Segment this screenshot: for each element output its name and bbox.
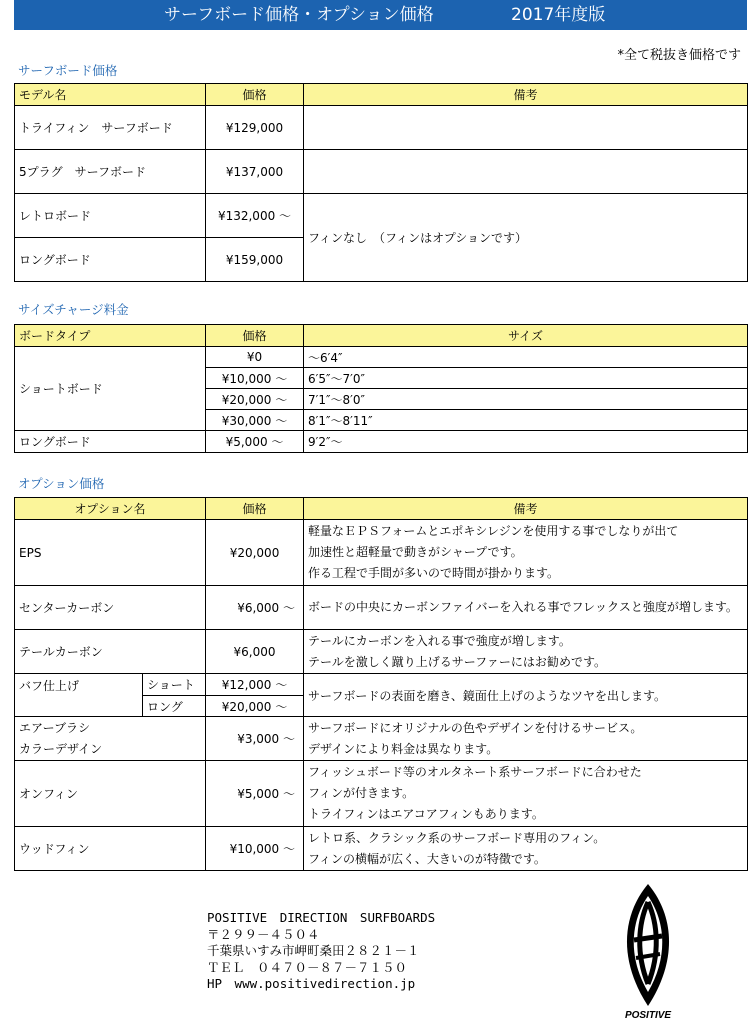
option-name-line: エアーブラシ [19,720,91,735]
option-name: ウッドフィン [15,827,206,871]
table-row [15,630,748,674]
street-address: 千葉県いすみ市岬町桑田２８２１－１ [207,943,420,958]
positive-logo [612,880,684,1020]
model-price: ¥132,000 ～ [206,194,304,238]
size-price: ¥5,000 ～ [206,431,304,453]
company-address-block [207,910,435,993]
logo-text: POSITIVE [624,1010,672,1020]
table-row [15,674,748,696]
option-price: ¥5,000 ～ [206,761,304,827]
size-price: ¥30,000 ～ [206,410,304,431]
header-option-name: オプション名 [15,498,206,520]
website: HP www.positivedirection.jp [207,976,416,991]
option-remarks [304,827,748,871]
remark-line: テールにカーボンを入れる事で強度が増します。 [308,633,571,648]
option-remarks: ボードの中央にカーボンファイバーを入れる事でフレックスと強度が増します。 [304,586,748,630]
option-subtype: ショート [143,674,206,696]
option-remarks [304,630,748,674]
size-price: ¥20,000 ～ [206,389,304,410]
header-board-type: ボードタイプ [15,325,206,347]
board-type: ロングボード [15,431,206,453]
option-price: ¥20,000 ～ [206,696,304,717]
page-title: サーフボード価格・オプション価格 [164,5,434,25]
table-row [15,520,748,586]
table-row [15,150,748,194]
size-price: ¥0 [206,347,304,368]
model-name: ロングボード [15,238,206,282]
option-subtype: ロング [143,696,206,717]
size-range: 7′1″～8′0″ [304,389,748,410]
board-type: ショートボード [15,347,206,431]
remark-line: フィンの横幅が広く、大きいのが特徴です。 [308,851,546,866]
page-title-banner [14,0,747,30]
remark-line: サーフボードにオリジナルの色やデザインを付けるサービス。 [308,720,643,735]
edition-label: 2017年度版 [511,5,606,25]
remark-line: 軽量なＥＰＳフォームとエポキシレジンを使用する事でしなりが出て [308,524,679,538]
option-remarks [304,520,748,586]
model-name: レトロボード [15,194,206,238]
tax-note: *全て税抜き価格です [617,48,741,63]
size-range: 9′2″～ [304,431,748,453]
model-price: ¥137,000 [206,150,304,194]
option-name: バフ仕上げ [15,674,143,717]
remark-line: トライフィンはエアコアフィンもあります。 [308,807,544,821]
option-price: ¥20,000 [206,520,304,586]
size-range: ～6′4″ [304,347,748,368]
option-name: テールカーボン [15,630,206,674]
surfboard-price-table [14,83,748,282]
table-row [15,347,748,368]
header-remarks: 備考 [304,84,748,106]
option-remarks [304,761,748,827]
postal-code: 〒２９９－４５０４ [207,926,320,942]
remark-line: フィッシュボード等のオルタネート系サーフボードに合わせた [308,765,642,779]
header-model: モデル名 [15,84,206,106]
table-row [15,586,748,630]
option-price: ¥10,000 ～ [206,827,304,871]
option-price: ¥3,000 ～ [206,717,304,761]
company-name: POSITIVE DIRECTION SURFBOARDS [207,910,436,925]
option-name: オンフィン [15,761,206,827]
remark-line: レトロ系、クラシック系のサーフボード専用のフィン。 [308,830,606,845]
section-title-size: サイズチャージ料金 [18,302,129,317]
remark-line: フィンが付きます。 [308,786,415,800]
model-name: トライフィン サーフボード [15,106,206,150]
remark-line: 加速性と超軽量で動きがシャープです。 [308,545,523,559]
model-price: ¥129,000 [206,106,304,150]
size-range: 6′5″～7′0″ [304,368,748,389]
options-table [14,497,748,871]
remarks-cell [304,150,748,194]
option-price: ¥6,000 ～ [206,586,304,630]
option-name: EPS [15,520,206,586]
table-row [15,194,748,238]
option-name-line: カラーデザイン [19,741,103,756]
option-remarks [304,717,748,761]
model-price: ¥159,000 [206,238,304,282]
remark-line: テールを激しく蹴り上げるサーファーにはお勧めです。 [308,654,606,669]
option-remarks: サーフボードの表面を磨き、鏡面仕上げのようなツヤを出します。 [304,674,748,717]
table-row [15,761,748,827]
header-price: 価格 [206,498,304,520]
remark-line: 作る工程で手間が多いので時間が掛かります。 [308,566,560,580]
table-row [15,717,748,761]
header-size: サイズ [304,325,748,347]
header-remarks: 備考 [304,498,748,520]
table-row [15,827,748,871]
size-range: 8′1″～8′11″ [304,410,748,431]
remarks-cell: フィンなし （フィンはオプションです） [304,194,748,282]
option-price: ¥12,000 ～ [206,674,304,696]
section-title-surfboard: サーフボード価格 [18,63,118,78]
option-name: センターカーボン [15,586,206,630]
option-name [15,717,206,761]
table-row [15,106,748,150]
size-price: ¥10,000 ～ [206,368,304,389]
section-title-options: オプション価格 [18,476,105,491]
model-name: 5プラグ サーフボード [15,150,206,194]
remark-line: デザインにより料金は異なります。 [308,741,499,756]
phone-number: ＴＥＬ ０４７０－８７－７１５０ [207,959,408,975]
size-charge-table [14,324,748,453]
header-price: 価格 [206,84,304,106]
option-price: ¥6,000 [206,630,304,674]
remarks-cell [304,106,748,150]
header-price: 価格 [206,325,304,347]
table-row [15,431,748,453]
